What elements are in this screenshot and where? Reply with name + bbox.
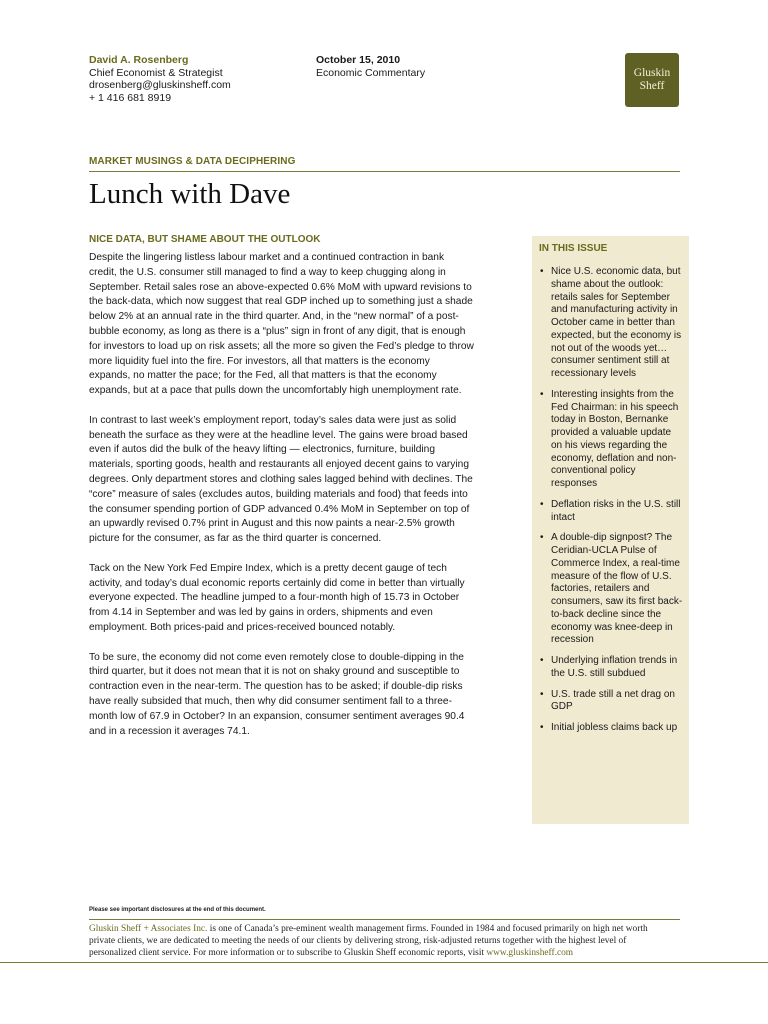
issue-item: • Underlying inflation trends in the U.S. still subdued — [539, 655, 683, 681]
article-paragraph: Tack on the New York Fed Empire Index, which is a pretty decent gauge of tech activity, and today’s dual economic reports certainly did come in better than virtually everyone expected. The headline jumped to a four-month high of 15.73 in October from 4.14 in September and was led by gains in orders, shipments and even employment. Both prices-paid and prices-received bounced notably. — [89, 562, 465, 633]
footer-text — [89, 923, 674, 960]
publication-date: October 15, 2010 — [316, 54, 401, 66]
issue-list — [539, 266, 683, 735]
article-paragraph: In contrast to last week’s employment report, today’s sales data were just as solid beneath the surface as they were at the headline level. The gains were broad based even if autos did the bulk of the heavy lifting — electronics, furniture, building materials, sporting goods, health and restaurants all enjoyed decent gains to varying degrees. Only department stores and clothing sales lagged behind with declines. The “core” measure of sales (excludes autos, building materials and food) that feeds into the consumer spending portion of GDP advanced 0.4% MoM in September on top of an upwardly revised 0.7% print in August and this now paints a near-2.5% growth picture for the consumer, as far as the third quarter is concerned. — [89, 414, 473, 545]
disclosures-note: Please see important disclosures at the end of this document. — [89, 907, 266, 913]
author-phone: + 1 416 681 8919 — [89, 91, 172, 104]
article-paragraph: Despite the lingering listless labour market and a continued contraction in bank credit, the U.S. consumer still managed to find a way to keep chugging along in September. Retail sales rose an above-expected 0.6% MoM with upward revisions to the back-data, which now suggest that real GDP inched up to something just a shade below 2% at an annual rate in the third quarter. And, in the “new normal” of a post-bubble economy, as long as there is a “plus” sign in front of any digit, that is enough for investors to load up on risk assets; all the more so given the Fed’s pledge to throw more liquidity fuel into the fire. For investors, all that matters is the economy expands, no matter the pace; for the Fed, all that matters is that the economy expands, but at a pace that pulls down the uncomfortably high unemployment rate. — [89, 252, 474, 397]
footer-description: is one of Canada’s pre-eminent wealth management firms. Founded in 1984 and focused primarily on high net worth private clients, we are dedicated to meeting the needs of our clients by delivering strong, risk-adjusted returns together with the highest level of personalized client service. For more information or to subscribe to Gluskin Sheff economic reports, visit — [89, 924, 648, 959]
author-title: Chief Economist & Strategist — [89, 66, 223, 79]
header-divider — [89, 171, 680, 172]
in-this-issue-sidebar — [532, 236, 689, 824]
sidebar-title: IN THIS ISSUE — [539, 243, 608, 254]
page-title: Lunch with Dave — [89, 178, 291, 210]
issue-item: • Deflation risks in the U.S. still intact — [539, 499, 683, 525]
website-link[interactable]: www.gluskinsheff.com — [486, 948, 574, 959]
issue-item: • Initial jobless claims back up — [539, 722, 683, 735]
author-email[interactable]: drosenberg@gluskinsheff.com — [89, 79, 231, 92]
issue-item: • A double-dip signpost? The Ceridian-UCLA Pulse of Commerce Index, a real-time measure of the flow of U.S. factories, retailers and consumers, saw its first back-to-back decline since the economy was knee-deep in recession — [539, 532, 683, 647]
author-block — [89, 54, 231, 104]
issue-item: • Interesting insights from the Fed Chairman: in his speech today in Boston, Bernanke provided a valuable update on his views regarding the economy, deflation and non-conventional policy responses — [539, 389, 683, 491]
gluskin-sheff-logo — [625, 53, 679, 107]
logo-line-2: Sheff — [639, 80, 665, 92]
footer-divider — [89, 919, 680, 920]
logo-line-1: Gluskin — [633, 67, 671, 79]
footer-brand: Gluskin Sheff + Associates Inc. — [89, 924, 208, 934]
bottom-divider — [0, 962, 768, 963]
issue-item: • U.S. trade still a net drag on GDP — [539, 689, 683, 715]
article-heading: NICE DATA, BUT SHAME ABOUT THE OUTLOOK — [89, 234, 321, 245]
article-body — [89, 251, 474, 754]
author-name: David A. Rosenberg — [89, 54, 189, 66]
article-paragraph: To be sure, the economy did not come even remotely close to double-dipping in the third quarter, but it does not mean that it is not on shaky ground and susceptible to contraction even in the near-term. The question has to be asked; if double-dip risks have really subsided that much, then why did consumer sentiment fall to a three-month low of 67.9 in October? In an expansion, consumer sentiment averages 90.4 and in a recession it averages 74.1. — [89, 651, 465, 737]
date-block — [316, 54, 425, 79]
issue-item: • Nice U.S. economic data, but shame about the outlook: retails sales for September and manufacturing activity in October came in better than expected, but the economy is not out of the woods yet… consumer sentiment still at recessionary levels — [539, 266, 683, 381]
document-type: Economic Commentary — [316, 66, 426, 79]
section-label: MARKET MUSINGS & DATA DECIPHERING — [89, 156, 296, 167]
